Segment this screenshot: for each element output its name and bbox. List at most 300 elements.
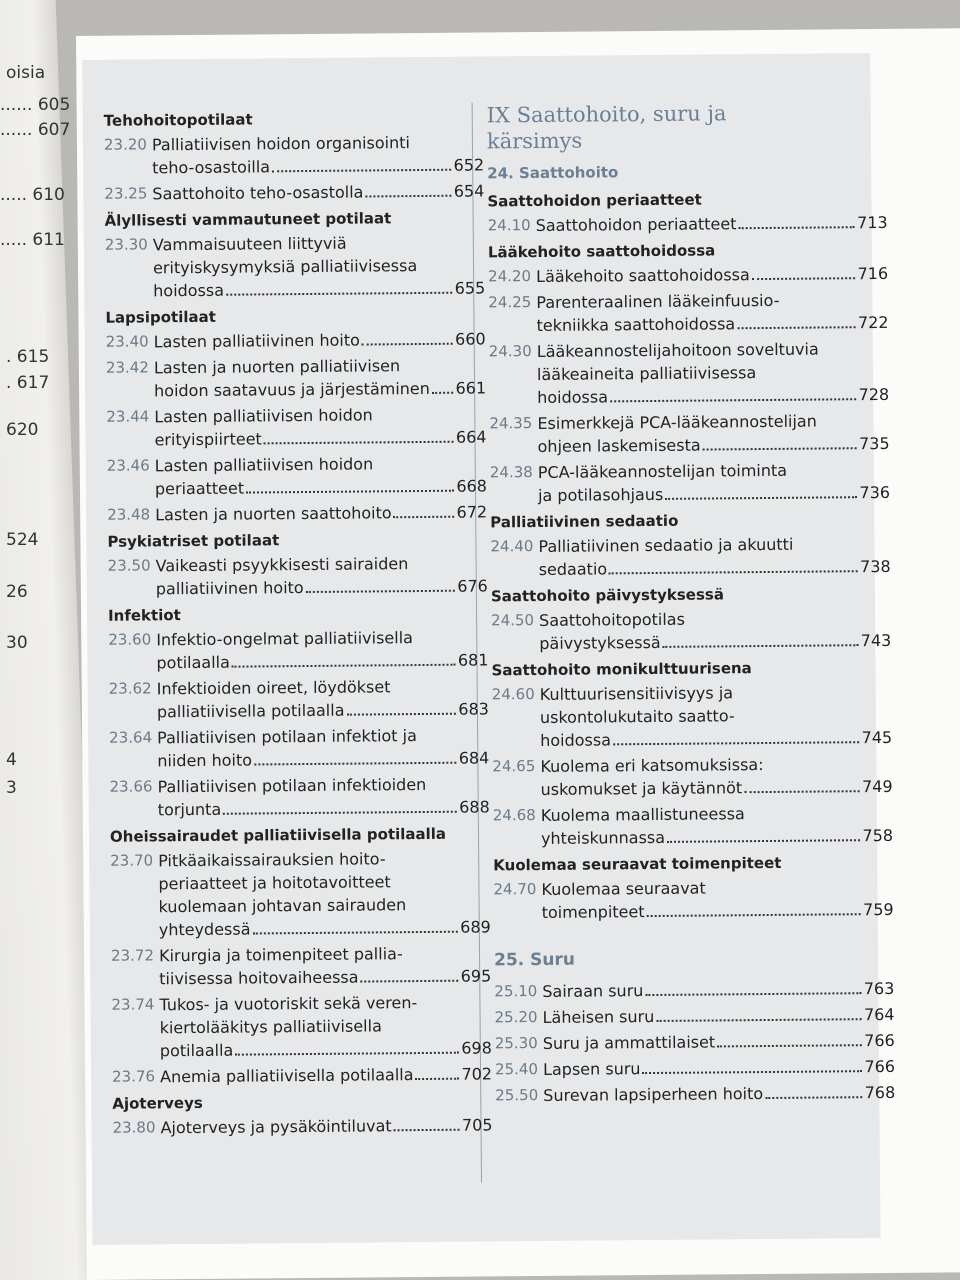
entry-title [543,1029,895,1055]
entry-title-line: periaatteet [154,478,245,499]
entry-title-line: Palliatiivinen sedaatio ja akuutti [538,534,794,556]
dot-leader [752,277,856,280]
section-heading: Lapsipotilaat [105,307,216,327]
entry-title-line: Lasten ja nuorten saattohoito [155,503,392,525]
dot-leader [223,811,457,815]
toc-entry[interactable] [490,458,890,507]
page-number: 705 [461,1115,493,1135]
entry-title-line: hoidossa [153,280,225,301]
entry-title-line: ja potilasohjaus [537,484,664,505]
toc-entry[interactable] [110,846,491,941]
entry-title-line: erityispiirteet [154,429,262,450]
page-number: 695 [460,966,492,986]
chapter-24-groups [487,189,893,924]
entry-last-line [152,179,484,205]
entry-title-line: tiivisessa hoitovaiheessa [159,967,359,989]
entry-last-line [539,555,891,581]
dot-leader [703,447,857,450]
dot-leader [246,490,454,494]
entry-title-line: Infektioiden oireet, löydökset [156,677,391,699]
entry-title [159,941,491,990]
facing-page-text: ...... 607 [0,120,71,140]
entry-title [154,353,486,402]
toc-entry[interactable] [108,551,488,600]
toc-entry[interactable] [109,772,489,821]
entry-title-line: lääkeaineita palliatiivisessa [536,363,757,384]
facing-page-text: 30 [6,633,28,653]
entry-title-line: tekniikka saattohoidossa [536,314,736,335]
toc-section [491,658,893,850]
entry-title [158,846,491,941]
entry-title-line: teho-osastoilla [152,157,271,178]
dot-leader [610,398,857,402]
entry-title-line: hoidossa [537,387,609,407]
entry-title-line: Esimerkkejä PCA-lääkeannostelijan [537,411,817,433]
toc-entry[interactable] [112,1113,492,1139]
part-title [487,99,887,154]
page-number: 749 [861,776,893,797]
page-number: 745 [861,727,893,748]
entry-last-line [537,432,889,458]
entry-last-line [157,746,489,772]
entry-title [152,130,484,179]
toc-entry[interactable] [494,977,894,1003]
entry-last-line [543,1029,895,1055]
page-number: 698 [461,1038,492,1058]
toc-entry[interactable] [108,625,488,674]
entry-number: 24.60 [491,685,535,704]
toc-entry[interactable] [109,674,489,723]
section-heading: Kuolemaa seuraavat toimenpiteet [493,853,782,875]
toc-section [487,189,887,237]
entry-last-line [152,153,484,179]
entry-last-line [156,648,488,674]
page-number: 672 [456,502,488,522]
page-number: 664 [455,427,487,447]
toc-section [107,529,488,600]
page-number: 766 [864,1030,895,1051]
dot-leader [394,1129,460,1132]
entry-title [156,625,488,674]
toc-entry[interactable] [491,606,891,655]
toc-entry[interactable] [111,990,492,1062]
entry-last-line [536,211,888,237]
entry-last-line [154,425,486,451]
dot-leader [665,496,857,500]
dot-leader [264,441,454,445]
facing-page-text: 26 [6,582,28,602]
entry-number: 24.38 [489,463,533,482]
entry-title [537,337,890,409]
entry-title [155,451,487,500]
entry-number: 23.60 [108,630,152,649]
entry-last-line [156,574,488,600]
toc-entry[interactable] [109,723,489,772]
dot-leader [765,1096,863,1099]
facing-page-text: . 615 [6,347,50,367]
entry-title [541,801,893,850]
toc-entry[interactable] [492,752,892,801]
entry-last-line [537,383,889,409]
entry-title-line: kuolemaan johtavan sairauden [158,895,407,917]
entry-title-line: hoidossa [540,730,612,750]
entry-title [160,1062,492,1088]
page-number: 655 [454,278,486,298]
entry-last-line [155,500,487,526]
entry-title-line: Palliatiivisen potilaan infektiot ja [157,726,417,748]
page-number: 713 [857,212,888,233]
entry-number: 25.30 [494,1034,538,1053]
page-number: 728 [858,384,890,405]
section-heading: Saattohoito päivystyksessä [490,585,724,606]
page-number: 722 [857,312,889,333]
page-number: 702 [461,1064,493,1084]
dot-leader [232,664,456,668]
entry-number: 25.50 [495,1086,539,1105]
entry-title-line: ohjeen laskemisesta [537,435,701,456]
entry-title [541,875,893,924]
entry-number: 23.25 [104,184,148,203]
entry-number: 23.44 [106,407,150,426]
entry-title [536,262,888,288]
entry-last-line [541,824,893,850]
part-title-line: IX Saattohoito, suru ja [486,101,727,128]
entry-number: 24.65 [492,757,536,776]
toc-entry[interactable] [106,402,486,451]
entry-number: 24.35 [489,414,533,433]
entry-title-line: toimenpiteet [541,902,645,922]
section-heading: Lääkehoito saattohoidossa [487,241,716,262]
entry-last-line [543,1081,895,1107]
entry-title-line: sedaatio [538,559,608,579]
entry-title-line: Lääkehoito saattohoidossa [536,265,750,286]
part-title-line: kärsimys [486,128,583,154]
page-number: 768 [864,1082,896,1103]
entry-title [540,752,892,801]
entry-title-line: potilaalla [159,1040,234,1061]
section-heading: Ajoterveys [112,1093,203,1113]
entry-number: 25.20 [494,1008,538,1027]
page-number: 764 [863,1004,895,1025]
facing-page-text: 620 [6,420,39,440]
toc-section [112,1091,492,1139]
facing-page-text: ...... 605 [0,95,71,115]
entry-number: 24.68 [492,806,536,825]
entry-number: 23.62 [108,679,152,698]
dot-leader [365,195,451,198]
entry-title-line: Tukos- ja vuotoriskit sekä veren- [159,993,418,1015]
page-number: 660 [455,329,486,349]
entry-last-line [154,327,486,353]
toc-entry[interactable] [489,337,890,409]
entry-title-line: Lääkeannostelijahoitoon soveltuvia [536,339,819,361]
facing-page-text: oisia [6,63,46,83]
toc-entry[interactable] [105,230,486,302]
chapter-25-heading: 25. Suru [493,949,576,971]
section-heading: Tehohoitopotilaat [103,110,253,130]
section-heading: Infektiot [107,606,181,625]
entry-title [157,723,489,772]
entry-last-line [154,376,486,402]
page-number: 668 [456,476,488,496]
toc-entry[interactable] [493,875,893,924]
entry-title-line: Parenteraalinen lääkeinfuusio- [536,290,780,312]
toc-entry[interactable] [488,211,888,237]
page-number: 738 [860,556,891,577]
dot-leader [647,913,862,917]
entry-title [543,1055,895,1081]
entry-title-line: Infektio-ongelmat palliatiivisella [156,628,414,650]
entry-title [154,402,486,451]
entry-number: 23.64 [109,728,153,747]
entry-last-line [536,262,888,288]
dot-leader [738,226,855,229]
entry-title-line: Lasten palliatiivisen hoidon [154,405,373,427]
entry-number: 23.20 [103,135,147,154]
dot-leader [254,762,457,766]
entry-number: 24.20 [488,267,532,286]
entry-title [156,551,488,600]
entry-title [537,409,889,458]
entry-title-line: Kuolemaa seuraavat [541,878,706,899]
toc-entry[interactable] [112,1062,492,1088]
entry-title [160,1113,492,1139]
entry-title [153,230,486,302]
facing-page-text: 4 [6,750,17,770]
entry-number: 24.30 [488,342,532,361]
page-number: 654 [453,181,485,201]
page-number: 735 [858,433,890,454]
entry-number: 24.25 [488,293,532,312]
dot-leader [667,839,860,843]
entry-title [542,1003,894,1029]
toc-entry[interactable] [106,327,486,353]
entry-last-line [540,775,892,801]
entry-title-line: Kuolema maallistuneessa [540,804,745,825]
toc-entry[interactable] [111,941,491,990]
toc-entry[interactable] [104,130,484,179]
toc-section [488,240,890,507]
page-number: 652 [453,155,485,175]
toc-entry[interactable] [488,262,888,288]
entry-number: 23.40 [105,332,149,351]
chapter-25-entries [494,977,895,1107]
dot-leader [432,392,454,394]
entry-title-line: Kuolema eri katsomuksissa: [540,755,764,776]
entry-title-line: Saattohoito teho-osastolla [152,182,364,204]
entry-title-line: Surevan lapsiperheen hoito [543,1084,764,1105]
entry-number: 23.76 [112,1067,156,1086]
page-number: 681 [457,650,489,670]
entry-title-line: Lasten ja nuorten palliatiivisen [153,356,401,378]
toc-section [490,510,891,581]
toc-section [105,208,486,302]
page-number: 683 [458,699,489,719]
entry-title-line: niiden hoito [157,750,253,771]
page-number: 759 [863,899,894,920]
dot-leader [613,741,860,745]
entry-number: 23.80 [112,1118,156,1137]
dot-leader [645,992,861,996]
entry-title [538,458,890,507]
entry-title-line: uskontolukutaito saatto- [539,706,735,727]
toc-right-column [487,99,896,1110]
facing-page-text: . 617 [6,373,50,393]
page-number: 766 [864,1056,896,1077]
entry-last-line [540,726,892,752]
toc-entry[interactable] [106,353,486,402]
toc-left-column [104,102,493,1142]
page-number: 758 [862,825,894,846]
dot-leader [346,713,456,716]
toc-entry[interactable] [494,1003,894,1029]
entry-title [543,1081,895,1107]
toc-entry[interactable] [493,801,893,850]
entry-title-line: PCA-lääkeannostelijan toiminta [537,460,788,482]
section-heading: Psykiatriset potilaat [107,531,280,551]
dot-leader [717,1044,862,1047]
entry-last-line [159,915,491,941]
page-number: 716 [857,263,889,284]
entry-title [538,532,890,581]
toc-entry[interactable] [495,1029,895,1055]
toc-section [104,108,485,205]
toc-entry[interactable] [489,409,889,458]
entry-title [157,772,489,821]
dot-leader [744,790,860,793]
entry-title [536,211,888,237]
entry-last-line [157,697,489,723]
entry-number: 24.50 [491,611,535,630]
entry-title-line: Ajoterveys ja pysäköintiluvat [160,1116,392,1138]
dot-leader [272,169,452,173]
entry-title-line: Palliatiivisen potilaan infektioiden [157,774,427,797]
entry-last-line [158,795,490,821]
dot-leader [663,644,859,648]
entry-title [542,977,894,1003]
entry-title-line: torjunta [157,799,222,820]
entry-title-line: Lasten palliatiivinen hoito [153,330,360,352]
page-number: 684 [458,748,490,768]
entry-title-line: palliatiivinen hoito [155,578,304,599]
entry-title-line: Pitkäaikaissairauksien hoito- [158,849,386,871]
entry-title [157,674,489,723]
entry-title [152,179,484,205]
toc-entry[interactable] [495,1055,895,1081]
toc-entry[interactable] [490,532,890,581]
dot-leader [609,570,858,574]
entry-title-line: Anemia palliatiivisella potilaalla [160,1065,414,1087]
dot-leader [361,980,459,983]
toc-section [491,584,892,655]
entry-title [539,606,891,655]
section-heading: Saattohoito monikulttuurisena [491,659,752,680]
section-heading: Palliatiivinen sedaatio [490,511,679,532]
toc-section [110,824,492,1088]
entry-last-line [160,1036,492,1062]
toc-section [108,603,490,821]
dot-leader [306,590,456,593]
toc-page [76,28,960,1280]
page-number: 763 [863,978,895,999]
entry-title-line: Suru ja ammattilaiset [542,1032,716,1053]
entry-title-line: Vammaisuuteen liittyviä [152,233,347,255]
toc-entry[interactable] [492,680,893,752]
entry-title-line: potilaalla [156,652,230,673]
section-heading: Oheissairaudet palliatiivisella potilaalla [109,824,447,846]
page-number: 676 [457,576,488,596]
entry-number: 23.50 [107,556,151,575]
entry-number: 23.72 [110,946,155,965]
dot-leader [235,1052,459,1056]
entry-last-line [155,474,487,500]
toc-entry[interactable] [107,500,487,526]
entry-title-line: Vaikeasti psyykkisesti sairaiden [155,554,409,576]
entry-title-line: Saattohoidon periaatteet [535,214,737,235]
entry-title-line: kiertolääkitys palliatiivisella [159,1016,382,1038]
entry-title-line: uskomukset ja käytännöt [540,778,743,799]
dot-leader [416,1078,460,1080]
entry-last-line [542,1003,894,1029]
entry-number: 23.48 [107,505,151,524]
toc-entry[interactable] [488,288,888,337]
entry-title [540,680,893,752]
toc-entry[interactable] [107,451,487,500]
toc-section [105,305,487,526]
entry-title-line: Palliatiivisen hoidon organisointi [151,133,410,155]
entry-number: 24.10 [487,216,531,235]
entry-last-line [543,1055,895,1081]
toc-entry[interactable] [104,179,484,205]
entry-number: 23.70 [110,851,154,870]
entry-title-line: yhteydessä [158,919,251,940]
entry-last-line [159,964,491,990]
entry-number: 23.66 [109,777,153,796]
entry-title-line: Lapsen suru [542,1059,641,1079]
dot-leader [362,343,453,346]
facing-page-text: ..... 610 [0,185,65,205]
entry-last-line [153,276,485,302]
entry-last-line [542,898,894,924]
dot-leader [226,292,453,296]
entry-title-line: Lasten palliatiivisen hoidon [154,454,374,476]
entry-title-line: hoidon saatavuus ja järjestäminen [154,378,430,401]
dot-leader [737,326,856,329]
section-heading: Älyllisesti vammautuneet potilaat [104,209,392,230]
entry-last-line [542,977,894,1003]
entry-last-line [536,311,888,337]
entry-title-line: Kulttuurisensitiivisyys ja [539,683,734,704]
entry-title-line: Kirurgia ja toimenpiteet pallia- [158,944,403,966]
entry-title-line: periaatteet ja hoitotavoitteet [158,872,391,894]
entry-last-line [160,1062,492,1088]
entry-number: 25.40 [494,1060,539,1079]
facing-page-text: ..... 611 [0,230,65,250]
dot-leader [394,516,455,519]
entry-number: 25.10 [494,982,538,1001]
entry-title-line: erityiskysymyksiä palliatiivisessa [152,256,418,278]
entry-title [159,990,492,1062]
toc-entry[interactable] [495,1081,895,1107]
entry-title [154,327,486,353]
entry-number: 23.74 [111,995,155,1014]
entry-title-line: Saattohoitopotilas [539,609,685,630]
entry-title-line: palliatiivisella potilaalla [156,700,345,722]
entry-title-line: Läheisen suru [542,1006,655,1027]
entry-number: 23.30 [104,235,148,254]
section-heading: Saattohoidon periaatteet [487,190,702,211]
chapter-24-heading: 24. Saattohoito [487,163,619,183]
